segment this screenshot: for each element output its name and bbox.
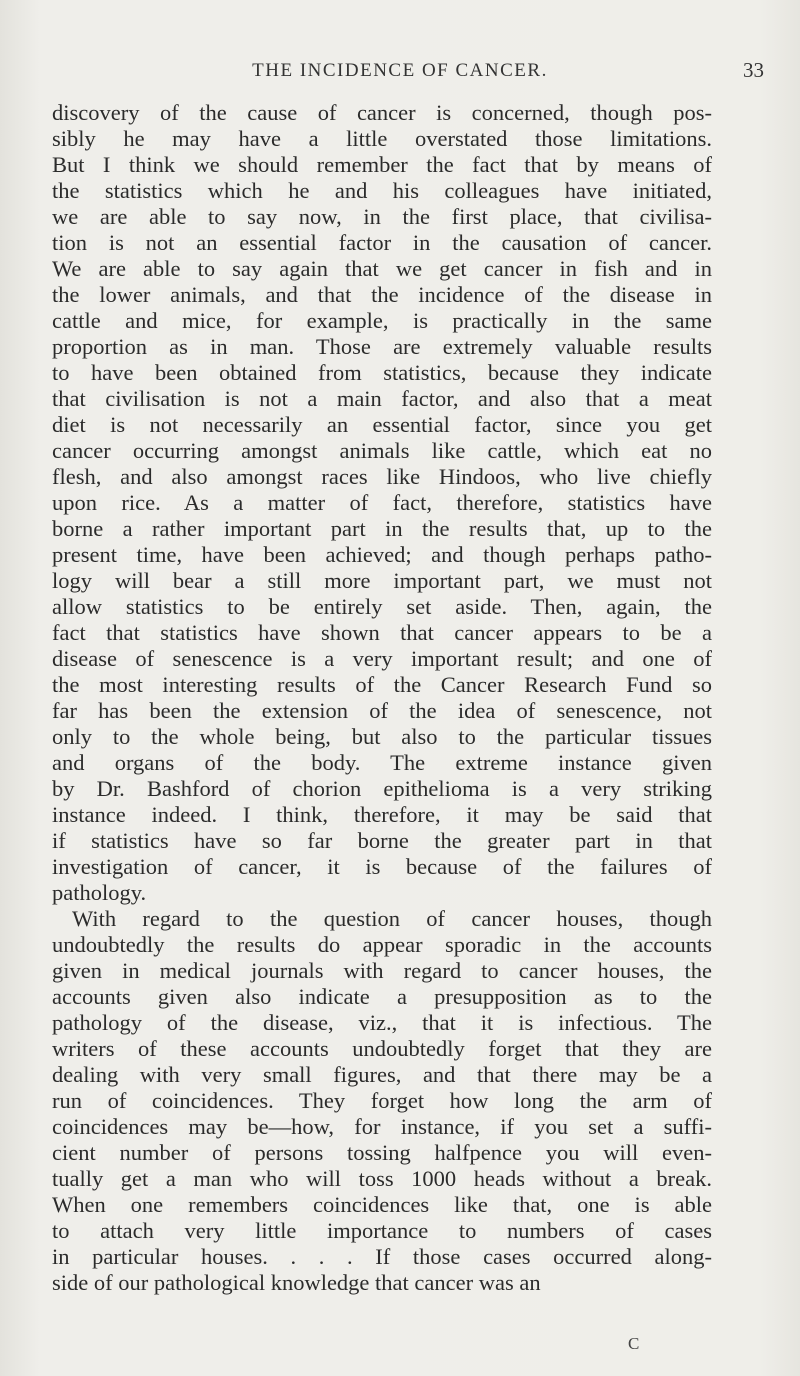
text-line: present time, have been achieved; and though perhaps patho- [52,542,712,567]
text-line: discovery of the cause of cancer is concerned, though pos- [52,100,712,125]
text-line: flesh, and also amongst races like Hindoos, who live chiefly [52,464,712,489]
text-line: investigation of cancer, it is because of the failures of [52,854,712,879]
text-line: With regard to the question of cancer houses, though [72,906,712,931]
page-number: 33 [743,58,764,82]
text-line: by Dr. Bashford of chorion epithelioma is a very striking [52,776,712,801]
text-line: the most interesting results of the Cancer Research Fund so [52,672,712,697]
text-line: disease of senescence is a very important result; and one of [52,646,712,671]
text-line: borne a rather important part in the results that, up to the [52,516,712,541]
text-line: we are able to say now, in the first place, that civilisa- [52,204,712,229]
text-line: pathology. [52,880,147,905]
text-line: undoubtedly the results do appear sporadic in the accounts [52,932,712,957]
text-line: proportion as in man. Those are extremely valuable results [52,334,712,359]
text-line: tually get a man who will toss 1000 heads without a break. [52,1166,712,1191]
text-line: diet is not necessarily an essential factor, since you get [52,412,712,437]
text-line: to have been obtained from statistics, because they indicate [52,360,712,385]
text-line: accounts given also indicate a presupposition as to the [52,984,712,1009]
text-line: coincidences may be—how, for instance, if you set a suffi- [52,1114,712,1139]
text-line: But I think we should remember the fact that by means of [52,152,712,177]
text-line: that civilisation is not a main factor, and also that a meat [52,386,712,411]
text-line: cient number of persons tossing halfpence you will even- [52,1140,712,1165]
text-line: sibly he may have a little overstated those limitations. [52,126,712,151]
text-line: writers of these accounts undoubtedly forget that they are [52,1036,712,1061]
text-line: given in medical journals with regard to cancer houses, the [52,958,712,983]
text-line: the statistics which he and his colleagues have initiated, [52,178,712,203]
text-line: We are able to say again that we get cancer in fish and in [52,256,712,281]
text-line: When one remembers coincidences like that, one is able [52,1192,712,1217]
text-line: in particular houses. . . . If those cases occurred along- [52,1244,712,1269]
signature-mark: C [628,1334,640,1353]
text-line: fact that statistics have shown that cancer appears to be a [52,620,712,645]
text-line: if statistics have so far borne the greater part in that [52,828,712,853]
text-line: run of coincidences. They forget how long the arm of [52,1088,712,1113]
running-title: THE INCIDENCE OF CANCER. [252,60,548,81]
text-line: instance indeed. I think, therefore, it may be said that [52,802,712,827]
text-line: to attach very little importance to numbers of cases [52,1218,712,1243]
text-line: cattle and mice, for example, is practically in the same [52,308,712,333]
text-line: pathology of the disease, viz., that it is infectious. The [52,1010,712,1035]
text-line: and organs of the body. The extreme instance given [52,750,712,775]
text-line: far has been the extension of the idea of senescence, not [52,698,712,723]
text-line: tion is not an essential factor in the causation of cancer. [52,230,712,255]
text-line: upon rice. As a matter of fact, therefore, statistics have [52,490,712,515]
text-line: logy will bear a still more important part, we must not [52,568,712,593]
text-line: side of our pathological knowledge that cancer was an [52,1270,541,1295]
text-line: dealing with very small figures, and that there may be a [52,1062,712,1087]
text-line: allow statistics to be entirely set aside. Then, again, the [52,594,712,619]
text-line: only to the whole being, but also to the particular tissues [52,724,712,749]
text-line: cancer occurring amongst animals like cattle, which eat no [52,438,712,463]
running-head [0,60,800,86]
text-line: the lower animals, and that the incidence of the disease in [52,282,712,307]
body-text [52,100,712,1296]
